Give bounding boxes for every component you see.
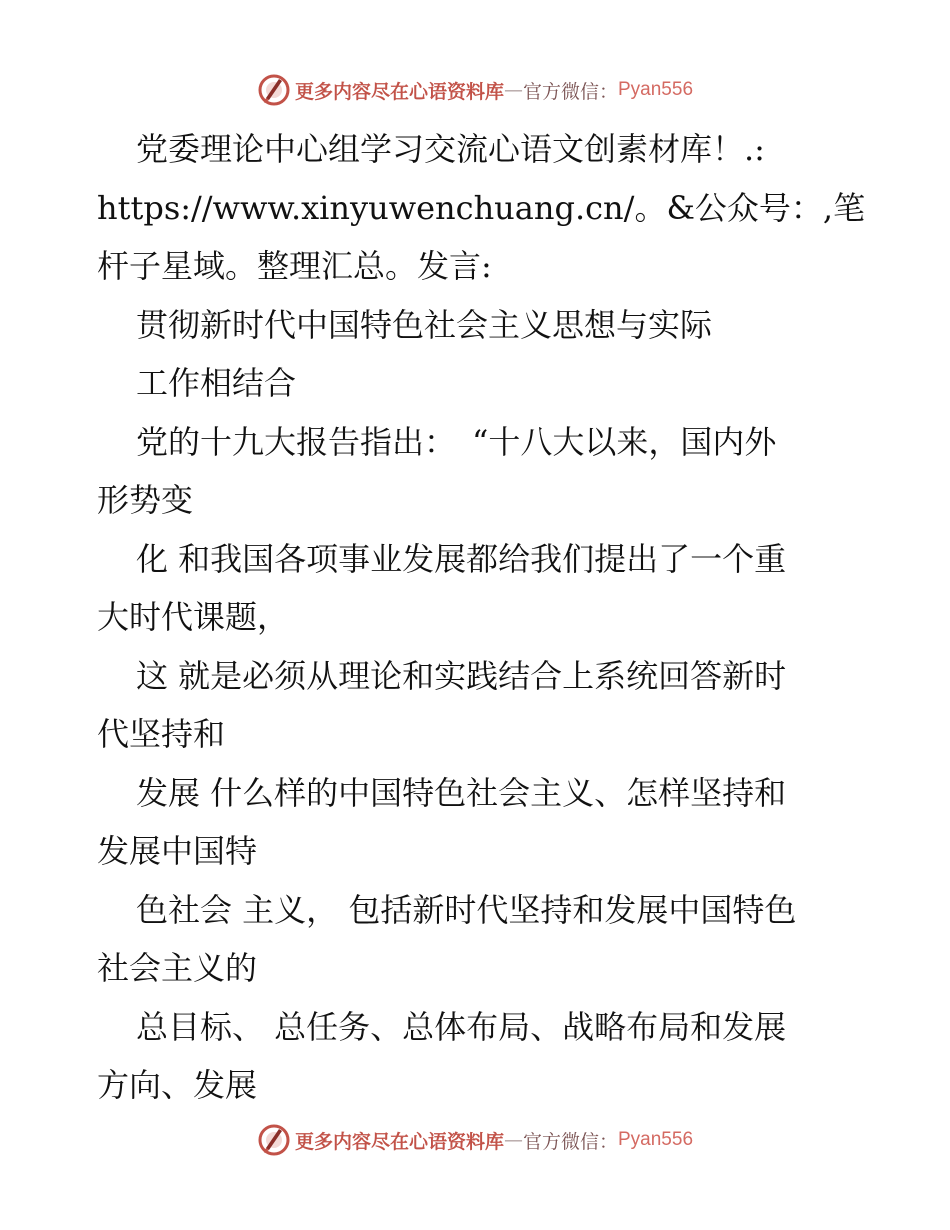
body-line-7: 形势变 (97, 481, 194, 519)
body-line-2: https://www.xinyuwenchuang.cn/。&公众号：,笔 (97, 188, 866, 227)
body-line-10: 这 就是必须从理论和实践结合上系统回答新时 (136, 656, 787, 695)
body-line-3: 杆子星域。整理汇总。发言: (97, 247, 492, 285)
body-line-9: 大时代课题， (97, 598, 290, 636)
body-line-6: 党的十九大报告指出： “十八大以来，国内外 (136, 422, 777, 461)
footer-banner-main: 更多内容尽在心语资料库 (294, 1130, 504, 1153)
body-line-4: 贯彻新时代中国特色社会主义思想与实际 (136, 305, 713, 344)
header-banner-id: Pyan556 (618, 79, 694, 100)
footer-banner-label: 官方微信： (522, 1130, 618, 1153)
document-body (97, 120, 867, 1115)
header-banner (0, 70, 950, 110)
header-banner-label: 官方微信： (522, 80, 618, 103)
footer-banner-dash: — (503, 1129, 523, 1151)
body-line-14: 色社会 主义， 包括新时代坚持和发展中国特色 (136, 890, 797, 929)
footer-banner (0, 1120, 950, 1160)
body-line-12: 发展 什么样的中国特色社会主义、怎样坚持和 (136, 773, 787, 812)
body-line-8: 化 和我国各项事业发展都给我们提出了一个重 (136, 539, 787, 578)
body-line-1: 党委理论中心组学习交流心语文创素材库！.: (136, 130, 765, 168)
header-banner-dash: — (503, 79, 523, 101)
body-line-15: 社会主义的 (97, 949, 258, 987)
body-line-17: 方向、发展 (97, 1066, 258, 1104)
header-banner-main: 更多内容尽在心语资料库 (294, 80, 504, 103)
body-line-5: 工作相结合 (136, 364, 297, 402)
footer-banner-id: Pyan556 (618, 1129, 694, 1150)
pen-logo-icon (257, 1123, 291, 1157)
body-line-16: 总目标、 总任务、总体布局、战略布局和发展 (136, 1007, 787, 1046)
body-line-11: 代坚持和 (97, 715, 226, 753)
body-line-13: 发展中国特 (97, 832, 258, 870)
pen-logo-icon (257, 73, 291, 107)
